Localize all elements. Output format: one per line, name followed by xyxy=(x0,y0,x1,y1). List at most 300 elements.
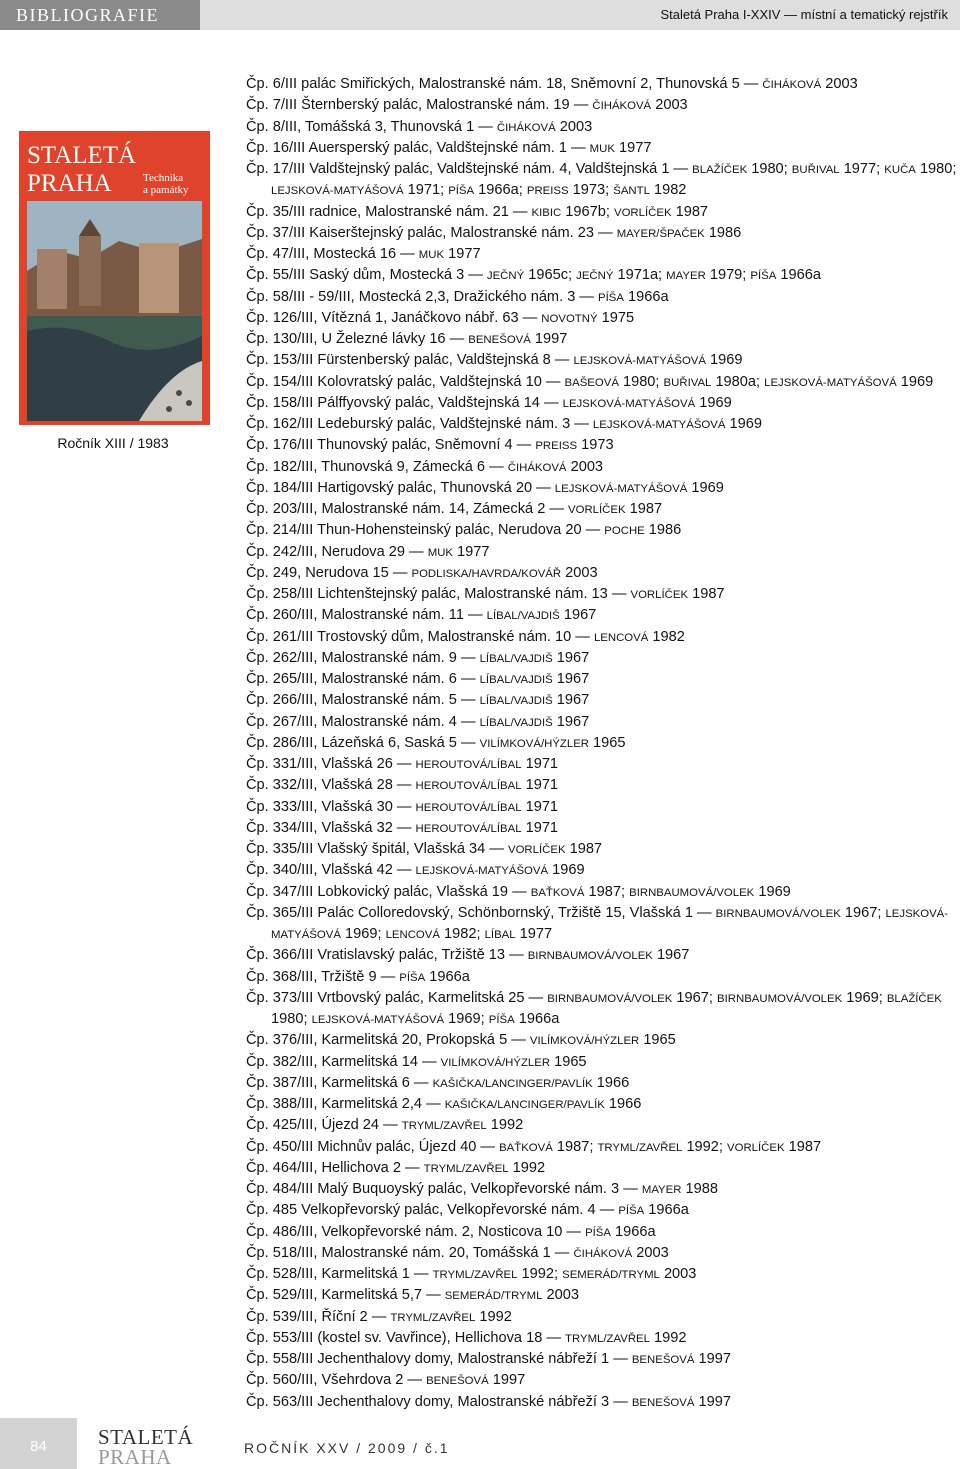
index-entry xyxy=(246,690,960,711)
entry-author: BIRNBAUMOVÁ/VOLEK xyxy=(715,907,841,920)
entry-author: TRYML/ZAVŘEL xyxy=(432,1269,518,1281)
index-entry xyxy=(246,903,960,946)
entry-author: VORLÍČEK xyxy=(727,1141,785,1154)
entry-year: 1980; xyxy=(915,161,957,177)
entry-year: 1992; xyxy=(682,1138,728,1155)
entry-year: 1992 xyxy=(508,1159,546,1176)
entry-year: 1973; xyxy=(568,182,614,199)
entry-year: 1997 xyxy=(530,331,568,347)
entry-year: 1987 xyxy=(671,203,709,220)
entry-author: HEROUTOVÁ/LÍBAL xyxy=(415,822,522,835)
entry-location: Čp. 333/III, Vlašská 30 — xyxy=(246,798,416,815)
entry-location: Čp. 485 Velkopřevorský palác, Velkopřevorské nám. 4 — xyxy=(246,1202,619,1219)
entry-author: VORLÍČEK xyxy=(614,206,672,219)
entry-author: LEJSKOVÁ-MATYÁŠOVÁ xyxy=(311,1014,445,1026)
entry-location: Čp. 184/III Hartigovský palác, Thunovská 20 — xyxy=(246,479,555,496)
entry-location: Čp. 334/III, Vlašská 32 — xyxy=(246,819,416,836)
entry-year: 1969 xyxy=(705,352,743,369)
index-entry xyxy=(246,1200,960,1221)
index-entry xyxy=(246,1115,960,1136)
entry-year: 2003 xyxy=(542,1287,580,1304)
entry-year: 1997 xyxy=(694,1351,731,1367)
entry-location: Čp. 267/III, Malostranské nám. 4 — xyxy=(246,713,480,730)
entry-author: BIRNBAUMOVÁ/VOLEK xyxy=(629,886,755,899)
entry-year: 1965 xyxy=(550,1053,587,1070)
entry-location: Čp. 366/III Vratislavský palác, Tržiště 13 — xyxy=(246,947,528,964)
entry-year: 1971 xyxy=(521,819,559,836)
index-entry xyxy=(246,372,960,393)
index-entry xyxy=(246,435,960,456)
entry-location: Čp. 265/III, Malostranské nám. 6 — xyxy=(246,671,480,687)
index-entry xyxy=(246,1179,960,1200)
index-entry xyxy=(246,265,960,286)
entry-year: 1992 xyxy=(649,1329,687,1346)
entry-year: 1965 xyxy=(639,1032,676,1049)
entry-year: 1969 xyxy=(896,373,934,390)
entry-author: LÍBAL/VAJDIŠ xyxy=(479,652,553,665)
entry-year: 2003 xyxy=(566,458,604,475)
entry-author: ČIHÁKOVÁ xyxy=(496,121,556,134)
entry-location: Čp. 388/III, Karmelitská 2,4 — xyxy=(246,1096,445,1112)
entry-location: Čp. 528/III, Karmelitská 1 — xyxy=(246,1266,433,1282)
index-entry xyxy=(246,818,960,839)
entry-year: 1967 xyxy=(552,713,590,730)
entry-year: 1966a xyxy=(623,288,669,305)
entry-location: Čp. 154/III Kolovratský palác, Valdštejnská 10 — xyxy=(246,373,565,390)
entry-location: Čp. 35/III radnice, Malostranské nám. 21 — xyxy=(246,203,532,220)
entry-year: 1971a; xyxy=(613,267,667,284)
entry-author: BIRNBAUMOVÁ/VOLEK xyxy=(527,950,653,963)
entry-year: 1987 xyxy=(625,501,663,517)
entry-year: 1987 xyxy=(565,841,603,857)
index-entry xyxy=(246,520,960,541)
entry-author: ŠANTL xyxy=(613,185,650,198)
entry-author: PREISS xyxy=(535,440,578,453)
index-entry xyxy=(246,287,960,308)
entry-author: LENCOVÁ xyxy=(593,631,649,644)
entry-year: 2003 xyxy=(632,1244,669,1261)
entry-location: Čp. 158/III Pálffyovský palác, Valdštejnská 14 — xyxy=(246,394,563,411)
entry-location: Čp. 261/III Trostovský dům, Malostranské nám. 10 — xyxy=(246,628,594,645)
index-entry xyxy=(246,138,960,159)
entry-year: 2003 xyxy=(651,97,688,114)
index-entry xyxy=(246,1158,960,1179)
entry-author: VILÍMKOVÁ/HÝZLER xyxy=(479,737,589,750)
index-entry xyxy=(246,478,960,499)
entry-author: MUK xyxy=(427,546,453,559)
entry-year: 1977 xyxy=(453,543,490,560)
entry-location: Čp. 450/III Michnův palác, Újezd 40 — xyxy=(246,1138,500,1155)
entry-year: 1966 xyxy=(592,1074,630,1091)
entry-year: 1997 xyxy=(694,1393,731,1410)
entry-year: 1969; xyxy=(340,926,386,942)
entry-author: VILÍMKOVÁ/HÝZLER xyxy=(440,1056,551,1069)
entry-author: SEMERÁD/TRYML xyxy=(444,1290,543,1303)
entry-author: LÍBAL/VAJDIŠ xyxy=(479,716,553,729)
entry-location: Čp. 563/III Jechenthalovy domy, Malostranské nábřeží 3 — xyxy=(246,1393,632,1410)
entry-year: 1988 xyxy=(681,1181,718,1197)
entry-location: Čp. 365/III Palác Colloredovský, Schönbornský, Tržiště 15, Vlašská 1 — xyxy=(246,904,716,921)
entry-location: Čp. 484/III Malý Buquoyský palác, Velkopřevorské nám. 3 — xyxy=(246,1181,642,1197)
index-entry xyxy=(246,393,960,414)
entry-year: 1969; xyxy=(842,989,887,1006)
entry-author: BENEŠOVÁ xyxy=(631,1354,695,1366)
entry-year: 2003 xyxy=(659,1266,697,1282)
entry-author: ČIHÁKOVÁ xyxy=(592,100,652,113)
entry-year: 1969 xyxy=(687,479,724,496)
entry-year: 1965c; xyxy=(524,267,577,284)
entry-author: PREISS xyxy=(526,185,569,198)
entry-author: KIBIC xyxy=(531,206,562,219)
entry-year: 1977 xyxy=(444,246,481,262)
entry-location: Čp. 6/III palác Smiřických, Malostranské nám. 18, Sněmovní 2, Thunovská 5 — xyxy=(246,76,763,92)
index-entry xyxy=(246,1328,960,1349)
entry-year: 1987; xyxy=(552,1138,598,1155)
entry-author: LEJSKOVÁ-MATYÁŠOVÁ xyxy=(271,907,949,941)
page-number-box xyxy=(0,1418,77,1469)
entry-location: Čp. 17/III Valdštejnský palác, Valdštejnské nám. 4, Valdštejnská 1 — xyxy=(246,161,693,177)
index-entry xyxy=(246,1307,960,1328)
entry-author: SEMERÁD/TRYML xyxy=(562,1269,660,1281)
entry-location: Čp. 260/III, Malostranské nám. 11 — xyxy=(246,607,487,624)
entry-location: Čp. 249, Nerudova 15 — xyxy=(246,564,412,581)
entry-location: Čp. 340/III, Vlašská 42 — xyxy=(246,862,416,879)
entry-location: Čp. 214/III Thun-Hohensteinský palác, Nerudova 20 — xyxy=(246,522,605,539)
entry-location: Čp. 368/III, Tržiště 9 — xyxy=(246,968,400,985)
index-entry xyxy=(246,117,960,138)
entry-author: BENEŠOVÁ xyxy=(468,334,531,346)
entry-year: 1969 xyxy=(725,416,762,432)
index-entry xyxy=(246,1137,960,1158)
entry-author: BLAŽÍČEK xyxy=(886,992,942,1005)
entry-author: PÍŠA xyxy=(585,1226,611,1239)
entry-author: BAŤKOVÁ xyxy=(499,1141,553,1154)
entry-location: Čp. 58/III - 59/III, Mostecká 2,3, Dražického nám. 3 — xyxy=(246,288,599,305)
entry-location: Čp. 376/III, Karmelitská 20, Prokopská 5 — xyxy=(246,1032,530,1049)
entry-author: LÍBAL/VAJDIŠ xyxy=(479,695,553,708)
entry-author: BIRNBAUMOVÁ/VOLEK xyxy=(717,992,843,1005)
entry-author: PÍŠA xyxy=(750,270,777,283)
entry-year: 1980; xyxy=(271,1011,312,1027)
footer-logo xyxy=(98,1427,193,1467)
page-number: 84 xyxy=(30,1438,47,1455)
entry-year: 1997 xyxy=(488,1372,526,1389)
entry-location: Čp. 266/III, Malostranské nám. 5 — xyxy=(246,692,480,709)
entry-location: Čp. 425/III, Újezd 24 — xyxy=(246,1117,402,1134)
index-entry xyxy=(246,1264,960,1285)
entry-author: MAYER xyxy=(641,1184,682,1196)
index-entry xyxy=(246,414,960,435)
entry-year: 1986 xyxy=(704,224,742,241)
index-entry xyxy=(246,648,960,669)
index-entry xyxy=(246,945,960,966)
entry-year: 1965 xyxy=(589,734,626,751)
section-tab xyxy=(0,0,200,30)
index-entry xyxy=(246,967,960,988)
index-entry xyxy=(246,1243,960,1264)
entry-year: 1987 xyxy=(784,1138,822,1155)
index-entry xyxy=(246,95,960,116)
entry-location: Čp. 286/III, Lázeňská 6, Saská 5 — xyxy=(246,734,480,751)
entry-year: 1967b; xyxy=(561,203,614,220)
entry-location: Čp. 486/III, Velkopřevorské nám. 2, Nosticova 10 — xyxy=(246,1223,586,1240)
entry-location: Čp. 162/III Ledeburský palác, Valdštejnské nám. 3 — xyxy=(246,416,593,432)
cover-subtitle-line1: Technika xyxy=(143,172,184,184)
entry-location: Čp. 335/III Vlašský špitál, Vlašská 34 — xyxy=(246,841,508,857)
entry-author: BLAŽÍČEK xyxy=(692,164,748,176)
entry-author: BAŠEOVÁ xyxy=(564,376,619,389)
index-entry xyxy=(246,329,960,350)
entry-location: Čp. 262/III, Malostranské nám. 9 — xyxy=(246,649,480,666)
index-entry-list xyxy=(246,74,960,1413)
entry-author: BUŘIVAL xyxy=(663,376,712,389)
entry-location: Čp. 7/III Šternberský palác, Malostranské nám. 19 — xyxy=(246,97,593,114)
entry-location: Čp. 37/III Kaiserštejnský palác, Malostranské nám. 23 — xyxy=(246,224,617,241)
entry-year: 1971 xyxy=(521,798,559,815)
entry-author: BENEŠOVÁ xyxy=(631,1396,695,1409)
index-entry xyxy=(246,350,960,371)
entry-year: 1967 xyxy=(652,947,690,964)
entry-location: Čp. 8/III, Tomášská 3, Thunovská 1 — xyxy=(246,118,497,135)
entry-year: 1967 xyxy=(552,692,590,709)
index-entry xyxy=(246,1222,960,1243)
entry-author: ČIHÁKOVÁ xyxy=(762,79,822,91)
entry-author: LÍBAL/VAJDIŠ xyxy=(486,610,560,623)
entry-author: TRYML/ZAVŘEL xyxy=(597,1141,683,1154)
entry-location: Čp. 539/III, Říční 2 — xyxy=(246,1308,391,1325)
entry-location: Čp. 373/III Vrtbovský palác, Karmelitská 25 — xyxy=(246,989,548,1006)
entry-year: 1977 xyxy=(515,926,553,942)
index-entry xyxy=(246,1030,960,1051)
entry-location: Čp. 464/III, Hellichova 2 — xyxy=(246,1159,424,1176)
entry-author: LENCOVÁ xyxy=(385,929,440,941)
entry-author: PÍŠA xyxy=(448,185,475,198)
entry-author: PÍŠA xyxy=(488,1014,515,1026)
entry-author: HEROUTOVÁ/LÍBAL xyxy=(415,801,522,814)
index-entry xyxy=(246,1349,960,1370)
entry-author: KUČA xyxy=(884,164,916,176)
entry-year: 1969 xyxy=(695,394,732,411)
index-entry xyxy=(246,839,960,860)
entry-author: PODLISKA/HAVRDA/KOVÁŘ xyxy=(411,567,562,580)
entry-author: MAYER xyxy=(666,270,706,283)
entry-year: 1966a xyxy=(776,267,821,284)
entry-year: 1982; xyxy=(439,926,485,942)
entry-location: Čp. 387/III, Karmelitská 6 — xyxy=(246,1074,433,1091)
index-entry xyxy=(246,542,960,563)
entry-year: 1967; xyxy=(840,904,886,921)
index-entry xyxy=(246,1052,960,1073)
footer-issue: ROČNÍK XXV / 2009 / č.1 xyxy=(244,1440,450,1456)
entry-year: 1992 xyxy=(486,1117,524,1134)
entry-author: VORLÍČEK xyxy=(568,504,626,516)
index-entry xyxy=(246,669,960,690)
entry-year: 1967 xyxy=(559,607,597,624)
index-entry xyxy=(246,499,960,520)
index-entry xyxy=(246,754,960,775)
journal-cover-image xyxy=(19,131,210,425)
entry-year: 1987 xyxy=(688,586,725,602)
entry-year: 1982 xyxy=(649,182,687,199)
entry-year: 1980; xyxy=(618,373,664,390)
entry-location: Čp. 176/III Thunovský palác, Sněmovní 4 — xyxy=(246,437,536,454)
entry-location: Čp. 126/III, Vítězná 1, Janáčkovo nábř. 63 — xyxy=(246,309,542,326)
entry-author: BIRNBAUMOVÁ/VOLEK xyxy=(547,992,673,1005)
entry-location: Čp. 347/III Lobkovický palác, Vlašská 19 — xyxy=(246,883,531,900)
index-entry xyxy=(246,605,960,626)
entry-year: 1977 xyxy=(614,139,652,156)
entry-location: Čp. 382/III, Karmelitská 14 — xyxy=(246,1053,441,1070)
index-entry xyxy=(246,1073,960,1094)
entry-year: 1992; xyxy=(517,1266,563,1282)
entry-author: HEROUTOVÁ/LÍBAL xyxy=(415,780,522,793)
entry-year: 1980a; xyxy=(711,373,765,390)
section-title: BIBLIOGRAFIE xyxy=(16,5,159,25)
entry-location: Čp. 518/III, Malostranské nám. 20, Tomášská 1 — xyxy=(246,1244,574,1261)
entry-year: 1966a xyxy=(610,1223,656,1240)
entry-author: POCHE xyxy=(604,525,645,538)
index-entry xyxy=(246,1392,960,1413)
entry-author: BENEŠOVÁ xyxy=(426,1375,489,1388)
entry-year: 1966 xyxy=(604,1096,642,1112)
footer-logo-line1: STALETÁ xyxy=(98,1425,194,1449)
index-entry xyxy=(246,627,960,648)
entry-year: 1971 xyxy=(521,777,559,794)
footer-logo-line2: PRAHA xyxy=(98,1445,172,1469)
entry-author: TRYML/ZAVŘEL xyxy=(401,1120,487,1133)
entry-author: VILÍMKOVÁ/HÝZLER xyxy=(529,1035,640,1048)
index-entry xyxy=(246,860,960,881)
entry-location: Čp. 130/III, U Železné lávky 16 — xyxy=(246,331,469,347)
index-entry xyxy=(246,712,960,733)
entry-year: 1975 xyxy=(597,309,635,326)
entry-year: 1969 xyxy=(548,862,585,879)
index-entry xyxy=(246,882,960,903)
entry-year: 1973 xyxy=(577,437,614,454)
index-entry xyxy=(246,159,960,202)
header-bar xyxy=(0,0,960,30)
entry-author: LEJSKOVÁ-MATYÁŠOVÁ xyxy=(764,376,897,389)
index-entry xyxy=(246,1370,960,1391)
entry-location: Čp. 558/III Jechenthalovy domy, Malostranské nábřeží 1 — xyxy=(246,1351,632,1367)
entry-author: TRYML/ZAVŘEL xyxy=(423,1162,509,1175)
entry-year: 1977; xyxy=(839,161,885,177)
index-entry xyxy=(246,1094,960,1115)
entry-author: LÍBAL/VAJDIŠ xyxy=(479,674,553,686)
entry-author: MUK xyxy=(589,142,615,155)
entry-author: BAŤKOVÁ xyxy=(530,886,585,899)
entry-author: VORLÍČEK xyxy=(508,844,566,856)
entry-year: 2003 xyxy=(821,76,858,92)
index-entry xyxy=(246,1285,960,1306)
index-entry xyxy=(246,308,960,329)
index-entry xyxy=(246,733,960,754)
entry-author: LEJSKOVÁ-MATYÁŠOVÁ xyxy=(554,482,688,495)
entry-author: KAŠIČKA/LANCINGER/PAVLÍK xyxy=(444,1099,605,1111)
entry-location: Čp. 153/III Fürstenberský palác, Valdštejnská 8 — xyxy=(246,352,574,369)
entry-location: Čp. 553/III (kostel sv. Vavřince), Hellichova 18 — xyxy=(246,1329,566,1346)
entry-year: 1982 xyxy=(648,628,685,645)
entry-author: ČIHÁKOVÁ xyxy=(573,1247,633,1260)
entry-year: 1967; xyxy=(672,989,718,1006)
index-entry xyxy=(246,988,960,1031)
entry-author: PÍŠA xyxy=(618,1205,645,1218)
entry-year: 1967 xyxy=(552,649,590,666)
entry-year: 1971 xyxy=(521,756,559,772)
entry-author: BUŘIVAL xyxy=(791,164,840,176)
cover-artwork xyxy=(19,131,210,425)
entry-year: 1979; xyxy=(705,267,751,284)
entry-author: VORLÍČEK xyxy=(630,589,689,601)
entry-author: LEJSKOVÁ-MATYÁŠOVÁ xyxy=(562,397,696,410)
index-entry xyxy=(246,223,960,244)
entry-author: PÍŠA xyxy=(598,291,624,304)
index-entry xyxy=(246,457,960,478)
entry-year: 1967 xyxy=(552,671,590,687)
index-entry xyxy=(246,775,960,796)
entry-author: LÍBAL xyxy=(484,929,516,941)
index-entry xyxy=(246,584,960,605)
entry-author: LEJSKOVÁ-MATYÁŠOVÁ xyxy=(271,185,404,198)
cover-title-line1: STALETÁ xyxy=(27,142,137,169)
entry-location: Čp. 529/III, Karmelitská 5,7 — xyxy=(246,1287,445,1304)
entry-author: JEČNÝ xyxy=(576,270,614,283)
cover-title-line2: PRAHA xyxy=(27,170,112,197)
entry-location: Čp. 242/III, Nerudova 29 — xyxy=(246,543,428,560)
entry-location: Čp. 258/III Lichtenštejnský palác, Malostranské nám. 13 — xyxy=(246,586,631,602)
entry-year: 1980; xyxy=(747,161,792,177)
index-entry xyxy=(246,244,960,265)
entry-year: 1966a xyxy=(644,1202,689,1219)
index-entry xyxy=(246,202,960,223)
entry-location: Čp. 47/III, Mostecká 16 — xyxy=(246,246,419,262)
cover-subtitle-line2: a památky xyxy=(143,184,189,196)
entry-year: 1971; xyxy=(403,182,449,199)
entry-year: 1966a; xyxy=(474,182,527,199)
entry-location: Čp. 331/III, Vlašská 26 — xyxy=(246,756,416,772)
entry-year: 1966a xyxy=(514,1011,560,1027)
entry-author: MAYER/ŠPAČEK xyxy=(616,227,705,240)
entry-location: Čp. 55/III Saský dům, Mostecká 3 — xyxy=(246,267,487,284)
entry-year: 1986 xyxy=(644,522,682,539)
entry-author: JEČNÝ xyxy=(486,270,525,283)
cover-volume-caption: Ročník XIII / 1983 xyxy=(57,435,169,451)
entry-year: 1969 xyxy=(754,883,791,900)
entry-author: ČIHÁKOVÁ xyxy=(507,461,567,474)
entry-author: HEROUTOVÁ/LÍBAL xyxy=(415,759,522,771)
index-entry xyxy=(246,74,960,95)
entry-year: 1969; xyxy=(444,1011,489,1027)
entry-year: 1987; xyxy=(584,883,630,900)
entry-author: TRYML/ZAVŘEL xyxy=(565,1332,650,1345)
running-title: Staletá Praha I-XXIV — místní a tematický rejstřík xyxy=(660,7,948,22)
entry-author: TRYML/ZAVŘEL xyxy=(390,1311,476,1324)
entry-year: 1992 xyxy=(475,1308,512,1325)
entry-year: 2003 xyxy=(555,118,593,135)
entry-author: KAŠIČKA/LANCINGER/PAVLÍK xyxy=(432,1077,593,1090)
entry-year: 2003 xyxy=(561,564,598,581)
entry-location: Čp. 203/III, Malostranské nám. 14, Zámecká 2 — xyxy=(246,501,569,517)
entry-location: Čp. 560/III, Všehrdova 2 — xyxy=(246,1372,427,1389)
index-entry xyxy=(246,563,960,584)
entry-author: PÍŠA xyxy=(399,971,426,984)
entry-location: Čp. 332/III, Vlašská 28 — xyxy=(246,777,416,794)
entry-author: MUK xyxy=(418,249,445,261)
entry-author: LEJSKOVÁ-MATYÁŠOVÁ xyxy=(415,865,549,878)
entry-location: Čp. 16/III Auersperský palác, Valdštejnské nám. 1 — xyxy=(246,139,590,156)
entry-year: 1966a xyxy=(425,968,470,985)
entry-author: LEJSKOVÁ-MATYÁŠOVÁ xyxy=(592,419,726,431)
